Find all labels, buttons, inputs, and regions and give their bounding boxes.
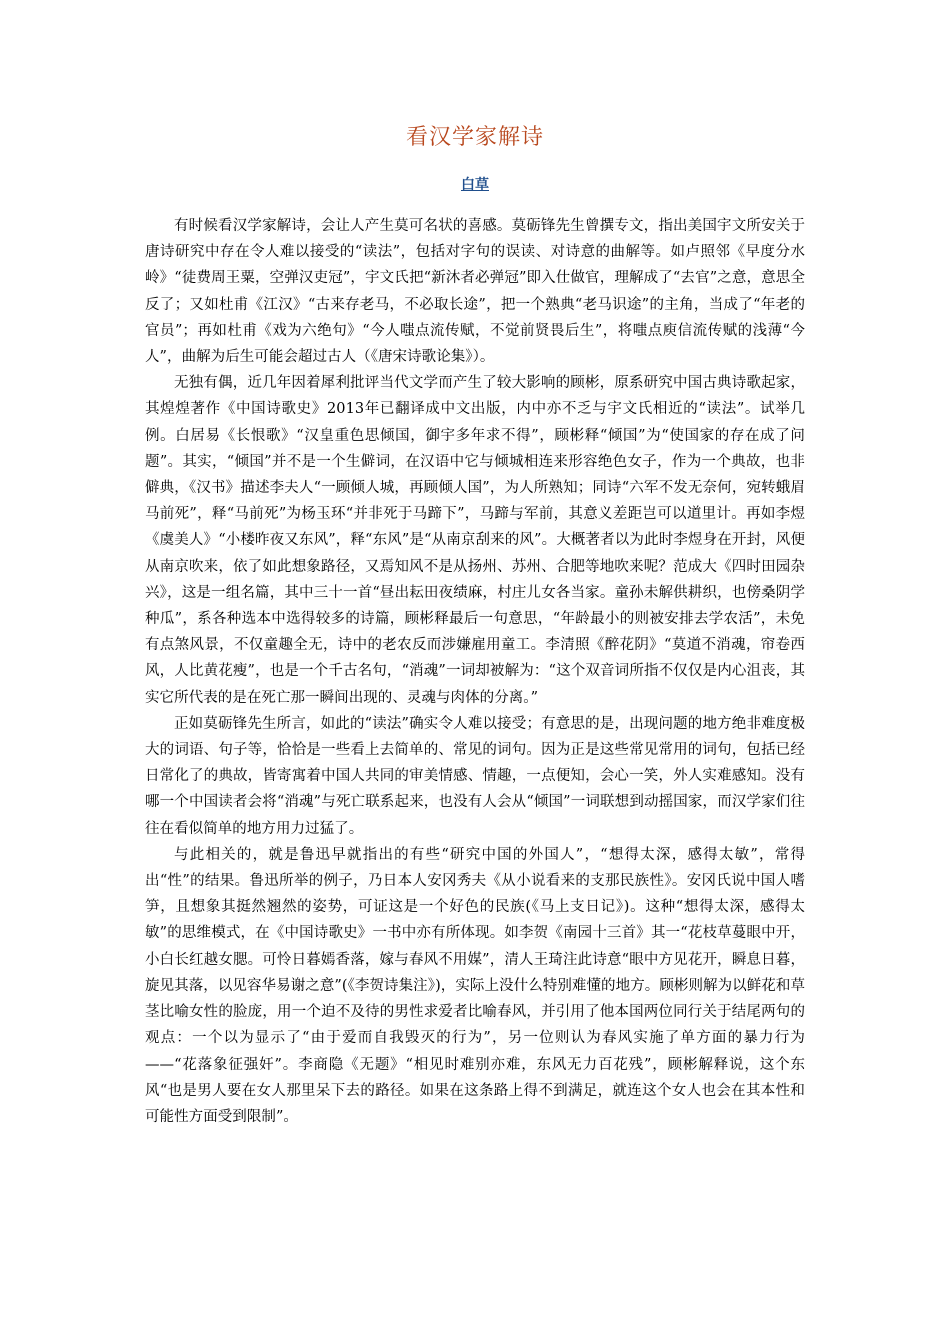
paragraph: 正如莫砺锋先生所言，如此的“读法”确实令人难以接受；有意思的是，出现问题的地方绝非难度极大的词语、句子等，恰恰是一些看上去简单的、常见的词句。因为正是这些常见常用的词句，包括已经日常化了的典故，皆寄寓着中国人共同的审美情感、情趣，一点便知，会心一笑，外人实难感知。没有哪一个中国读者会将“消魂”与死亡联系起来，也没有人会从“倾国”一词联想到动摇国家，而汉学家们往往在看似简单的地方用力过猛了。 <box>145 715 805 837</box>
author-link[interactable]: 白草 <box>461 177 489 193</box>
paragraph: 无独有偶，近几年因着犀利批评当代文学而产生了较大影响的顾彬，原系研究中国古典诗歌起家，其煌煌著作《中国诗歌史》2013年已翻译成中文出版，内中亦不乏与宇文氏相近的“读法”。试举几例。白居易《长恨歌》“汉皇重色思倾国，御宇多年求不得”，顾彬释“倾国”为“使国家的存在成了问题”。其实，“倾国”并不是一个生僻词，在汉语中它与倾城相连来形容绝色女子，作为一个典故，也非僻典，《汉书》描述李夫人“一顾倾人城，再顾倾人国”，为人所熟知；同诗“六军不发无奈何，宛转蛾眉马前死”，释“马前死”为杨玉环“并非死于马蹄下”，马蹄与军前，其意义差距岂可以道里计。再如李煜《虞美人》“小楼昨夜又东风”，释“东风”是“从南京刮来的风”。大概著者以为此时李煜身在开封，风便从南京吹来，依了如此想象路径，又焉知风不是从扬州、苏州、合肥等地吹来呢？范成大《四时田园杂兴》，这是一组名篇，其中三十一首“昼出耘田夜绩麻，村庄儿女各当家。童孙未解供耕织，也傍桑阴学种瓜”，系各种选本中选得较多的诗篇，顾彬释最后一句意思，“年龄最小的则被安排去学农活”，未免有点煞风景，不仅童趣全无，诗中的老农反而涉嫌雇用童工。李清照《醉花阴》“莫道不消魂，帘卷西风，人比黄花瘦”，也是一个千古名句，“消魂”一词却被解为：“这个双音词所指不仅仅是内心沮丧，其实它所代表的是在死亡那一瞬间出现的、灵魂与肉体的分离。” <box>145 375 805 706</box>
paragraph: 与此相关的，就是鲁迅早就指出的有些“研究中国的外国人”，“想得太深，感得太敏”，常得出“性”的结果。鲁迅所举的例子，乃日本人安冈秀夫《从小说看来的支那民族性》。安冈氏说中国人嗜笋，且想象其挺然翘然的姿势，可证这是一个好色的民族(《马上支日记》)。这种“想得太深，感得太敏”的思维模式，在《中国诗歌史》一书中亦有所体现。如李贺《南园十三首》其一“花枝草蔓眼中开，小白长红越女腮。可怜日暮嫣香落，嫁与春风不用媒”，清人王琦注此诗意“眼中方见花开，瞬息日暮，旋见其落，以见容华易谢之意”(《李贺诗集注》)，实际上没什么特别难懂的地方。顾彬则解为以鲜花和草茎比喻女性的脸庞，用一个迫不及待的男性求爱者比喻春风，并引用了他本国两位同行关于结尾两句的观点：一个以为显示了“由于爱而自我毁灭的行为”，另一位则认为春风实施了单方面的暴力行为——“花落象征强奸”。李商隐《无题》“相见时难别亦难，东风无力百花残”，顾彬解释说，这个东风“也是男人要在女人那里呆下去的路径。如果在这条路上得不到满足，就连这个女人也会在其本性和可能性方面受到限制”。 <box>145 846 805 1125</box>
author-line <box>145 172 805 197</box>
article <box>145 118 805 1130</box>
article-title: 看汉学家解诗 <box>405 125 544 150</box>
article-body <box>145 213 805 1130</box>
paragraph: 有时候看汉学家解诗，会让人产生莫可名状的喜感。莫砺锋先生曾撰专文，指出美国宇文所安关于唐诗研究中存在令人难以接受的“读法”，包括对字句的误读、对诗意的曲解等。如卢照邻《早度分水岭》“徒费周王粟，空弹汉吏冠”，宇文氏把“新沐者必弹冠”即入仕做官，理解成了“去官”之意，意思全反了；又如杜甫《江汉》“古来存老马，不必取长途”，把一个熟典“老马识途”的主角，当成了“年老的官员”；再如杜甫《戏为六绝句》“今人嗤点流传赋，不觉前贤畏后生”，将嗤点庾信流传赋的浅薄“今人”，曲解为后生可能会超过古人（《唐宋诗歌论集》）。 <box>145 218 805 366</box>
